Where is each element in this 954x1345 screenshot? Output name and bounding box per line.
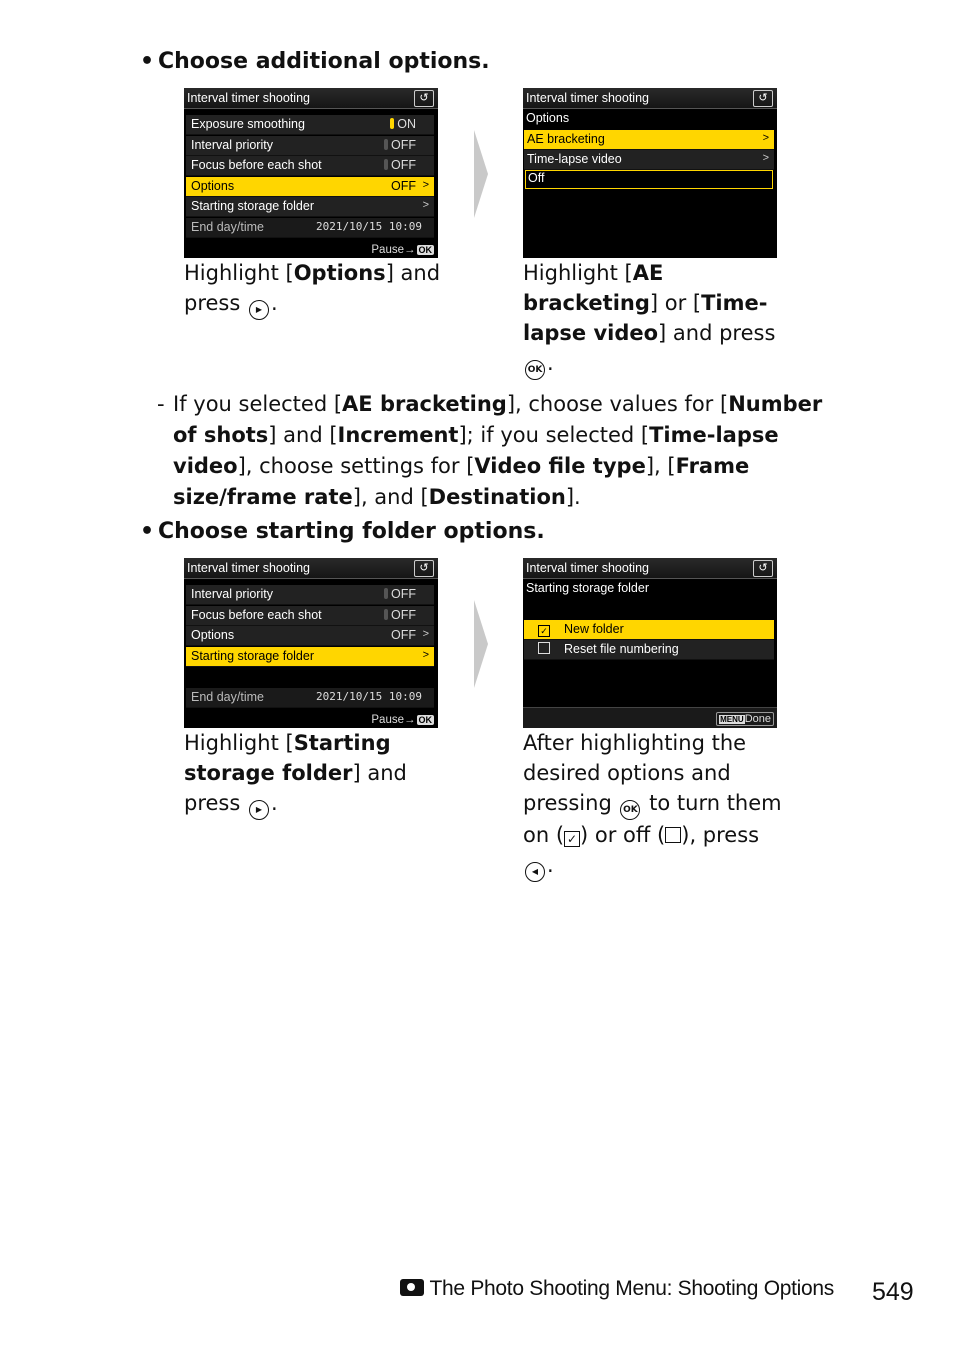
screen-title: Interval timer shooting	[187, 91, 310, 105]
pause-hint	[371, 244, 434, 256]
note-bold: Increment	[337, 423, 459, 447]
row-value-text: ON	[397, 117, 416, 131]
pause-text: Pause→	[371, 244, 416, 256]
camera-screen-options-menu	[523, 88, 777, 258]
on-lamp-icon	[390, 118, 394, 129]
caption-highlight-ae-or-timelapse	[523, 258, 778, 380]
ok-button-icon: OK	[418, 715, 432, 725]
menu-row-starting-storage-folder[interactable]	[186, 647, 434, 667]
footer-text: The Photo Shooting Menu: Shooting Options	[429, 1277, 834, 1300]
menu-row-end-day-time[interactable]	[186, 218, 434, 238]
menu-row-time-lapse-video[interactable]	[524, 150, 774, 170]
screen-title: Interval timer shooting	[526, 561, 649, 575]
row-value: 2021/10/15 10:09	[316, 220, 422, 233]
note-bold: AE bracketing	[342, 392, 507, 416]
screen-title: Interval timer shooting	[526, 91, 649, 105]
chevron-right-icon: >	[762, 152, 769, 164]
row-label: Off	[528, 171, 545, 185]
row-label: New folder	[564, 622, 624, 636]
multi-selector-right-icon: ▶	[249, 300, 269, 320]
caption-text: Highlight [	[184, 261, 294, 285]
chevron-right-icon: >	[422, 179, 429, 191]
caption-text: to turn them on (	[523, 791, 782, 847]
menu-row-options[interactable]	[186, 177, 434, 197]
checkbox-checked-icon[interactable]: ✓	[538, 625, 550, 637]
multi-selector-right-icon: ▶	[249, 800, 269, 820]
row-label: Reset file numbering	[564, 642, 679, 656]
note-span: ] and [	[268, 423, 338, 447]
note-bold: Time-lapse video	[173, 423, 779, 478]
caption-bold: Time-lapse video	[523, 291, 768, 345]
menu-row-off[interactable]	[525, 170, 773, 189]
chevron-right-icon: >	[422, 199, 429, 211]
screen-subtitle: Options	[526, 111, 570, 125]
caption-toggle-options	[523, 728, 785, 882]
section-heading-starting-folder	[140, 519, 545, 545]
camera-icon	[400, 1279, 424, 1296]
note-bold: Video file type	[474, 454, 646, 478]
row-label: AE bracketing	[527, 132, 605, 146]
checkbox-unchecked-icon[interactable]	[538, 642, 550, 654]
row-value	[384, 587, 416, 601]
bullet: •	[140, 49, 155, 74]
unchecked-box-icon	[665, 827, 681, 843]
back-icon[interactable]: ↺	[414, 90, 434, 107]
note-text	[173, 389, 847, 513]
note-span: ], choose values for [	[506, 392, 729, 416]
caption-text: .	[547, 351, 554, 375]
caption-text: After highlighting the desired options and pressing	[523, 731, 747, 815]
note-bold: Number of shots	[173, 392, 823, 447]
caption-text: ] and press	[658, 321, 776, 345]
row-label: Options	[191, 628, 235, 642]
section-heading-additional-options	[140, 49, 490, 75]
menu-row-exposure-smoothing[interactable]	[186, 115, 434, 135]
row-value-text: OFF	[391, 587, 416, 601]
done-label: Done	[744, 713, 771, 725]
pause-hint	[371, 714, 434, 726]
back-icon[interactable]: ↺	[753, 560, 773, 577]
caption-bold: Starting storage folder	[184, 731, 391, 785]
note-span: ].	[565, 485, 581, 509]
caption-text: ) or off (	[580, 823, 666, 847]
heading-text: Choose additional options.	[158, 49, 490, 74]
note-span: If you selected [	[173, 392, 343, 416]
note-span: ], and [	[352, 485, 429, 509]
checkbox-row-new-folder[interactable]	[524, 620, 774, 640]
screen-footer	[523, 707, 777, 728]
screen-title: Interval timer shooting	[187, 561, 310, 575]
menu-row-interval-priority[interactable]	[186, 136, 434, 156]
menu-row-focus-before-shot[interactable]	[186, 606, 434, 626]
screen-titlebar	[184, 558, 438, 579]
page-number: 549	[872, 1278, 914, 1306]
menu-done-button[interactable]	[716, 712, 774, 726]
screen-titlebar	[184, 88, 438, 109]
note-bold: Frame size/frame rate	[173, 454, 750, 509]
pause-text: Pause→	[371, 714, 416, 726]
camera-screen-interval-menu	[184, 88, 438, 258]
note-span: ], [	[645, 454, 676, 478]
note-span: ], choose settings for [	[237, 454, 475, 478]
row-label: End day/time	[191, 690, 264, 704]
caption-bold: AE bracketing	[523, 261, 664, 315]
caption-text: ] and press	[184, 261, 441, 315]
row-label: Exposure smoothing	[191, 117, 305, 131]
arrow-right-icon	[474, 600, 488, 688]
row-value-text: OFF	[391, 138, 416, 152]
bullet: •	[140, 519, 155, 544]
row-value: 2021/10/15 10:09	[316, 690, 422, 703]
menu-row-focus-before-shot[interactable]	[186, 156, 434, 176]
chevron-right-icon: >	[422, 649, 429, 661]
off-lamp-icon	[384, 609, 388, 620]
row-label: Time-lapse video	[527, 152, 622, 166]
row-value	[390, 117, 416, 131]
ok-button-icon: OK	[620, 800, 640, 820]
menu-row-options[interactable]	[186, 626, 434, 646]
row-value	[384, 608, 416, 622]
caption-text: ] or [	[649, 291, 702, 315]
heading-text: Choose starting folder options.	[158, 519, 545, 544]
caption-text: .	[270, 291, 278, 315]
row-label: Starting storage folder	[191, 649, 314, 663]
caption-text: .	[547, 853, 554, 877]
note-span: ]; if you selected [	[458, 423, 650, 447]
row-label: Focus before each shot	[191, 158, 322, 172]
caption-text: ), press	[681, 823, 760, 847]
camera-screen-storage-folder	[523, 558, 777, 728]
multi-selector-left-icon: ◀	[525, 862, 545, 882]
row-label: Interval priority	[191, 587, 273, 601]
back-icon[interactable]: ↺	[414, 560, 434, 577]
chevron-right-icon: >	[762, 132, 769, 144]
row-label: Focus before each shot	[191, 608, 322, 622]
off-lamp-icon	[384, 588, 388, 599]
menu-row-interval-priority[interactable]	[186, 585, 434, 605]
row-label: Starting storage folder	[191, 199, 314, 213]
chevron-right-icon: >	[422, 628, 429, 640]
menu-row-ae-bracketing[interactable]	[524, 130, 774, 150]
caption-highlight-starting-folder	[184, 728, 424, 820]
caption-bold: Options	[293, 261, 386, 285]
row-value	[384, 158, 416, 172]
ok-button-icon: OK	[418, 245, 432, 255]
caption-text: Highlight [	[523, 261, 633, 285]
screen-titlebar	[523, 558, 777, 579]
caption-text: .	[270, 791, 278, 815]
menu-button-icon: MENU	[720, 715, 744, 724]
note-bold: Destination	[428, 485, 566, 509]
page-footer-section-title	[400, 1277, 834, 1301]
row-value: OFF	[391, 628, 416, 642]
row-label: End day/time	[191, 220, 264, 234]
caption-text: ] and press	[184, 761, 407, 815]
off-lamp-icon	[384, 139, 388, 150]
menu-row-end-day-time[interactable]	[186, 688, 434, 708]
row-value-text: OFF	[391, 608, 416, 622]
checkbox-row-reset-numbering[interactable]	[524, 640, 774, 660]
caption-highlight-options	[184, 258, 444, 320]
camera-screen-interval-menu-scrolled	[184, 558, 438, 728]
row-label: Interval priority	[191, 138, 273, 152]
note-paragraph	[157, 389, 847, 513]
screen-subtitle: Starting storage folder	[526, 581, 649, 595]
ok-button-icon: OK	[525, 360, 545, 380]
row-value-text: OFF	[391, 158, 416, 172]
arrow-right-icon	[474, 130, 488, 218]
back-icon[interactable]: ↺	[753, 90, 773, 107]
menu-row-starting-storage-folder[interactable]	[186, 197, 434, 217]
off-lamp-icon	[384, 159, 388, 170]
row-value: OFF	[391, 179, 416, 193]
row-label: Options	[191, 179, 235, 193]
note-dash: -	[157, 392, 165, 416]
checked-box-icon: ✓	[564, 831, 580, 847]
row-value	[384, 138, 416, 152]
screen-titlebar	[523, 88, 777, 109]
caption-text: Highlight [	[184, 731, 294, 755]
